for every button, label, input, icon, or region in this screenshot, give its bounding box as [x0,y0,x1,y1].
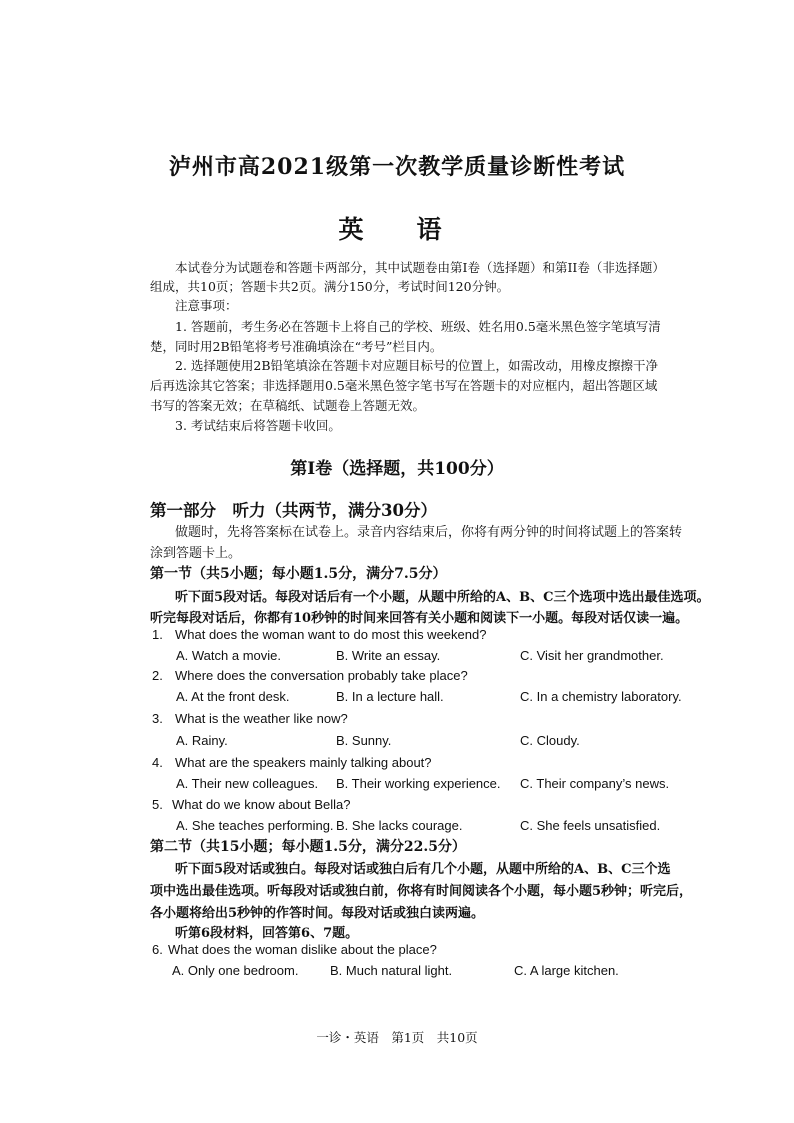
instruction-line: 各小题将给出5秒钟的作答时间。每段对话或独白读两遍。 [150,906,485,921]
option-b: B. In a lecture hall. [336,689,444,704]
section-heading: 第二节（共15小题；每小题1.5分，满分22.5分） [150,839,466,855]
option-a: A. She teaches performing. [176,818,334,833]
subject-title: 英 语 [338,215,456,244]
instruction-line: 涂到答题卡上。 [150,546,242,561]
instruction-line: 项中选出最佳选项。听每段对话或独白前，你将有时间阅读各个小题，每小题5秒钟；听完后， [150,884,693,899]
option-b: B. Their working experience. [336,776,501,791]
intro-line: 组成，共10页；答题卡共2页。满分150分，考试时间120分钟。 [150,279,510,294]
notice-item: 3. 考试结束后将答题卡收回。 [175,418,341,433]
option-a: A. Watch a movie. [176,648,281,663]
option-c: C. Cloudy. [520,733,580,748]
part-heading: 第一部分 听力（共两节，满分30分） [150,501,437,520]
notice-item: 1. 答题前，考生务必在答题卡上将自己的学校、班级、姓名用0.5毫米黑色签字笔填写清 [175,319,661,334]
question-number: 5. [152,797,163,812]
option-c: C. In a chemistry laboratory. [520,689,682,704]
option-c: C. A large kitchen. [514,963,619,978]
material-note: 听第6段材料，回答第6、7题。 [175,926,359,941]
option-a: A. Only one bedroom. [172,963,299,978]
instruction-line: 做题时，先将答案标在试卷上。录音内容结束后，你将有两分钟的时间将试题上的答案转 [175,525,683,540]
section-heading: 第一节（共5小题；每小题1.5分，满分7.5分） [150,566,447,582]
question-number: 3. [152,711,163,726]
option-b: B. She lacks courage. [336,818,463,833]
question-text: Where does the conversation probably take place? [175,668,468,683]
option-c: C. Visit her grandmother. [520,648,664,663]
option-b: B. Write an essay. [336,648,441,663]
notice-item: 楚，同时用2B铅笔将考号准确填涂在“考号”栏目内。 [150,339,443,354]
notice-item: 后再选涂其它答案；非选择题用0.5毫米黑色签字笔书写在答题卡的对应框内，超出答题区域 [150,378,658,393]
question-text: What does the woman dislike about the place? [168,942,437,957]
question-number: 6. [152,942,163,957]
volume-heading: 第I卷（选择题，共100分） [290,459,504,479]
option-b: B. Much natural light. [330,963,453,978]
notice-item: 2. 选择题使用2B铅笔填涂在答题卡对应题目标号的位置上，如需改动，用橡皮擦擦干净 [175,358,659,373]
option-c: C. Their company’s news. [520,776,670,791]
notice-item: 书写的答案无效；在草稿纸、试题卷上答题无效。 [150,398,426,413]
instruction-line: 听下面5段对话或独白。每段对话或独白后有几个小题，从题中所给的A、B、C三个选 [175,862,671,877]
instruction-line: 听完每段对话后，你都有10秒钟的时间来回答有关小题和阅读下一小题。每段对话仅读一遍。 [150,611,689,626]
option-a: A. Rainy. [176,733,228,748]
intro-line: 本试卷分为试题卷和答题卡两部分，其中试题卷由第I卷（选择题）和第II卷（非选择题） [175,260,665,275]
page-footer: 一诊・英语 第1页 共10页 [316,1030,478,1045]
question-text: What does the woman want to do most this weekend? [175,627,487,642]
question-number: 2. [152,668,163,683]
notice-heading: 注意事项： [175,298,238,313]
question-number: 4. [152,755,163,770]
question-text: What are the speakers mainly talking about? [175,755,432,770]
exam-title: 泸州市高2021级第一次教学质量诊断性考试 [168,154,626,180]
option-b: B. Sunny. [336,733,392,748]
option-a: A. At the front desk. [176,689,290,704]
option-a: A. Their new colleagues. [176,776,319,791]
question-number: 1. [152,627,163,642]
option-c: C. She feels unsatisfied. [520,818,661,833]
question-text: What is the weather like now? [175,711,348,726]
instruction-line: 听下面5段对话。每段对话后有一个小题，从题中所给的A、B、C三个选项中选出最佳选项。 [175,590,710,605]
question-text: What do we know about Bella? [172,797,351,812]
